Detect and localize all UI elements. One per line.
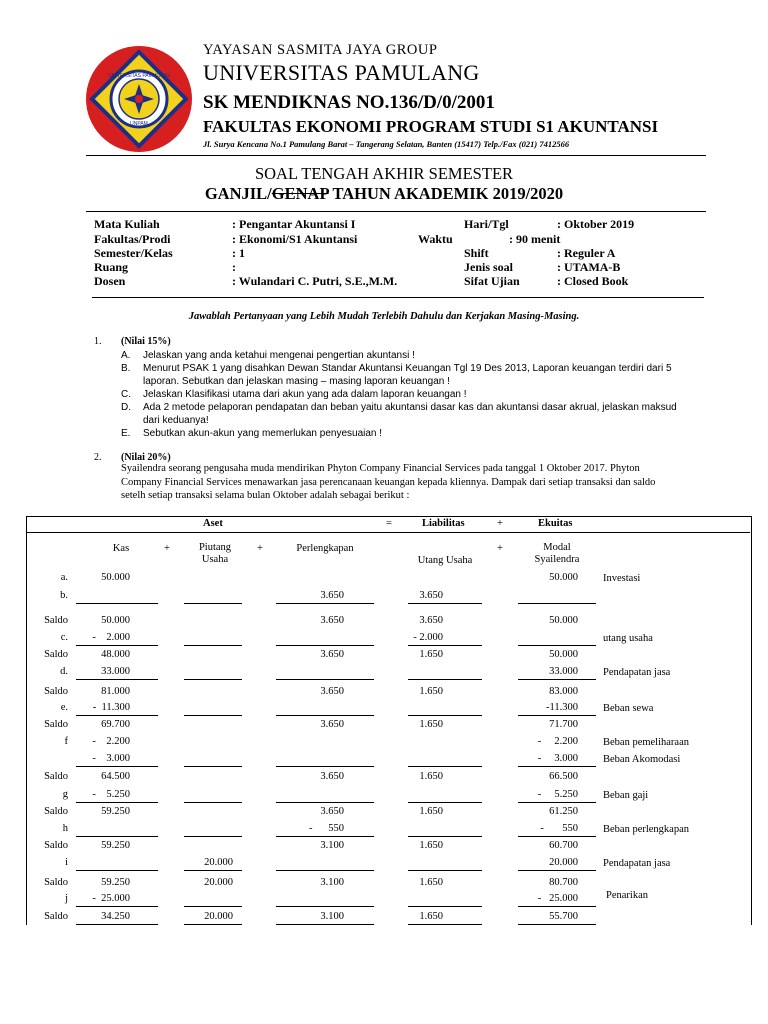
q1-item-text: Jelaskan yang anda ketahui mengenai pengertian akuntansi ! [143,350,415,361]
cell-underline [184,715,242,716]
jenis-value: : UTAMA-B [557,260,621,274]
title-genap-struck: GENAP [271,184,329,203]
cell-underline [76,715,158,716]
cell-underline [276,645,374,646]
col-modal-2: Syailendra [534,554,580,565]
cell-modal: 66.500 [549,771,578,782]
cell-underline [184,679,242,680]
cell-kas: - 2.200 [92,736,130,747]
exam-subtitle [0,184,768,204]
logo-text: UNIVERSITAS PAMULANG [107,73,171,79]
sk-number: SK MENDIKNAS NO.136/D/0/2001 [203,92,495,113]
cell-underline [408,924,482,925]
cell-underline [518,603,596,604]
row-label: Saldo [44,806,68,817]
waktu-label: Waktu [418,232,453,246]
cell-underline [184,766,242,767]
info-divider [92,297,704,298]
faculty-name: FAKULTAS EKONOMI PROGRAM STUDI S1 AKUNTANSI [203,117,659,136]
cell-underline [518,836,596,837]
cell-modal: 20.000 [549,857,578,868]
row-label: Saldo [44,719,68,730]
cell-underline [518,870,596,871]
row-label: Saldo [44,686,68,697]
cell-underline [408,906,482,907]
cell-utang: 1.650 [419,806,443,817]
q1-item-letter: E. [121,428,131,439]
aset-header: Aset [203,518,223,529]
cell-kas: 50.000 [101,615,130,626]
semester-label: Semester/Kelas [94,246,173,260]
cell-underline [518,679,596,680]
cell-utang: 1.650 [419,686,443,697]
row-description: Beban gaji [603,790,649,801]
cell-kas: - 5.250 [92,789,130,800]
row-label: b. [60,590,68,601]
cell-utang: 1.650 [419,771,443,782]
foundation-name: YAYASAN SASMITA JAYA GROUP [203,42,438,58]
address: Jl. Surya Kencana No.1 Pamulang Barat – Tangerang Selatan, Banten (15417) Telp./Fax (021) 7412566 [203,139,570,149]
cell-underline [76,870,158,871]
cell-modal: 83.000 [549,686,578,697]
cell-modal: 71.700 [549,719,578,730]
cell-perl: 3.100 [320,877,344,888]
cell-utang: 1.650 [419,649,443,660]
cell-kas: 69.700 [101,719,130,730]
equals-sign: = [386,518,392,529]
cell-underline [408,603,482,604]
cell-modal: 55.700 [549,911,578,922]
plus-sign-header: + [497,518,503,529]
row-description: Penarikan [606,890,648,901]
q1-item-letter: A. [121,350,131,361]
q1-item-text: Sebutkan akun-akun yang memerlukan penyesuaian ! [143,428,383,439]
row-label: c. [60,632,68,643]
row-description: utang usaha [603,633,653,644]
header-divider [86,155,706,156]
cell-underline [518,766,596,767]
cell-perl: 3.650 [320,649,344,660]
cell-underline [276,766,374,767]
cell-underline [518,715,596,716]
cell-utang: 3.650 [419,590,443,601]
row-label: Saldo [44,911,68,922]
row-label: Saldo [44,649,68,660]
cell-modal: 50.000 [549,615,578,626]
title-ganjil: GANJIL/ [204,184,272,203]
cell-underline [276,679,374,680]
cell-kas: 59.250 [101,806,130,817]
liabilitas-header: Liabilitas [422,518,465,529]
cell-modal: - 2.200 [537,736,578,747]
cell-underline [408,836,482,837]
ekuitas-header: Ekuitas [538,518,573,529]
cell-piutang: 20.000 [204,911,233,922]
cell-underline [518,924,596,925]
row-label: Saldo [44,615,68,626]
cell-underline [76,603,158,604]
cell-piutang: 20.000 [204,877,233,888]
cell-underline [76,766,158,767]
q1-item-text-cont: dari keduanya! [143,415,209,426]
cell-underline [76,924,158,925]
cell-perl: 3.650 [320,686,344,697]
exam-title: SOAL TENGAH AKHIR SEMESTER [254,164,514,183]
cell-modal: -11.300 [546,702,578,713]
cell-underline [518,802,596,803]
semester-value: : 1 [232,246,245,260]
cell-kas: - 3.000 [92,753,130,764]
logo-bottom-text: UNPAM [130,121,148,127]
col-perlengkapan: Perlengkapan [296,543,354,554]
hari-value: : Oktober 2019 [557,217,635,231]
q1-item-text: Jelaskan Klasifikasi utama dari akun yang ada dalam laporan keuangan ! [143,389,467,400]
sifat-value: : Closed Book [557,274,629,288]
cell-kas: 59.250 [101,877,130,888]
cell-underline [184,603,242,604]
cell-modal: 80.700 [549,877,578,888]
q1-item-text: Menurut PSAK 1 yang disahkan Dewan Standar Akuntansi Keuangan Tgl 19 Des 2013, Laporan keuangan terdiri dari 5 [143,363,672,374]
cell-underline [408,802,482,803]
hari-label: Hari/Tgl [464,217,509,231]
title-divider [86,211,706,212]
cell-utang: - 2.000 [413,632,443,643]
dosen-label: Dosen [94,274,126,288]
row-description: Beban pemeliharaan [603,737,689,748]
cell-underline [184,645,242,646]
plus-a: + [164,543,170,554]
col-piutang-1: Piutang [198,542,232,553]
cell-kas: 64.500 [101,771,130,782]
mata-kuliah-label: Mata Kuliah [94,217,160,231]
row-description: Beban sewa [603,703,654,714]
university-logo [84,44,194,154]
q2-score: (Nilai 20%) [121,452,171,463]
cell-perl: 3.100 [320,911,344,922]
header-rule [26,532,750,533]
cell-modal: 50.000 [549,572,578,583]
col-modal-1: Modal [543,542,571,553]
cell-perl: 3.650 [320,615,344,626]
cell-underline [276,715,374,716]
row-label: g [62,789,68,800]
university-name: UNIVERSITAS PAMULANG [203,60,480,85]
q1-item-text: Ada 2 metode pelaporan pendapatan dan beban yaitu akuntansi dasar kas dan akuntansi dasar akrual, jelaskan maksud [143,402,677,413]
cell-modal: 61.250 [549,806,578,817]
row-description: Investasi [603,573,641,584]
cell-underline [408,645,482,646]
row-label: a. [60,572,68,583]
cell-kas: - 11.300 [92,702,130,713]
title-year: TAHUN AKADEMIK 2019/2020 [328,184,564,203]
cell-perl: 3.650 [320,771,344,782]
cell-underline [276,924,374,925]
cell-perl: 3.650 [320,806,344,817]
cell-underline [184,906,242,907]
jenis-label: Jenis soal [464,260,514,274]
row-label: h [62,823,68,834]
cell-underline [408,715,482,716]
row-label: f [64,736,68,747]
cell-modal: 33.000 [549,666,578,677]
cell-modal: - 550 [540,823,578,834]
cell-underline [276,802,374,803]
cell-modal: 60.700 [549,840,578,851]
shift-label: Shift [464,246,489,260]
cell-underline [184,870,242,871]
row-label: d. [60,666,68,677]
cell-underline [276,836,374,837]
cell-utang: 1.650 [419,719,443,730]
cell-underline [518,906,596,907]
cell-underline [76,802,158,803]
ruang-label: Ruang [94,260,129,274]
cell-underline [518,645,596,646]
dosen-value: : Wulandari C. Putri, S.E.,M.M. [232,274,398,288]
cell-kas: - 25.000 [92,893,130,904]
cell-underline [76,836,158,837]
q1-item-letter: D. [121,402,131,413]
cell-kas: 48.000 [101,649,130,660]
ruang-value: : [232,260,236,274]
cell-kas: 59.250 [101,840,130,851]
cell-perl: 3.650 [320,719,344,730]
row-label: e. [60,702,68,713]
q2-paragraph: Syailendra seorang pengusaha muda mendirikan Phyton Company Financial Services pada tanggal 1 Oktober 2017. Phyton Company Financial Services menawarkan jasa perencanaan keuangan kepada kliennya. Dampak dari setiap transaksi dan saldo setelh setiap transaksi selama bulan Oktober adalah sebagai berikut : [121,463,656,501]
instruction: Jawablah Pertanyaan yang Lebih Mudah Terlebih Dahulu dan Kerjakan Masing-Masing. [188,311,580,322]
cell-piutang: 20.000 [204,857,233,868]
q1-score: (Nilai 15%) [121,336,171,347]
cell-underline [276,603,374,604]
cell-underline [76,679,158,680]
cell-perl: - 550 [309,823,344,834]
cell-perl: 3.100 [320,840,344,851]
cell-modal: - 25.000 [537,893,578,904]
cell-underline [76,645,158,646]
row-label: i [65,857,68,868]
cell-perl: 3.650 [320,590,344,601]
row-label: Saldo [44,840,68,851]
cell-kas: - 2.000 [92,632,130,643]
fakultas-value: : Ekonomi/S1 Akuntansi [232,232,358,246]
row-label: j [65,893,68,904]
sifat-label: Sifat Ujian [464,274,520,288]
cell-underline [408,870,482,871]
cell-utang: 3.650 [419,615,443,626]
cell-kas: 34.250 [101,911,130,922]
q1-item-letter: C. [121,389,131,400]
row-label: Saldo [44,771,68,782]
q2-number: 2. [94,452,102,463]
col-kas: Kas [112,543,130,554]
cell-underline [76,906,158,907]
q1-item-letter: B. [121,363,131,374]
cell-underline [184,836,242,837]
cell-utang: 1.650 [419,840,443,851]
cell-kas: 81.000 [101,686,130,697]
q1-number: 1. [94,336,102,347]
cell-underline [408,679,482,680]
row-description: Beban Akomodasi [603,754,681,765]
cell-modal: 50.000 [549,649,578,660]
cell-modal: - 3.000 [537,753,578,764]
cell-underline [184,802,242,803]
q1-item-text-cont: laporan. Sebutkan dan jelaskan masing – masing laporan keuangan ! [143,376,450,387]
waktu-value: : 90 menit [509,232,561,246]
cell-utang: 1.650 [419,877,443,888]
col-piutang-2: Usaha [201,554,229,565]
cell-utang: 1.650 [419,911,443,922]
cell-kas: 33.000 [101,666,130,677]
plus-b: + [257,543,263,554]
cell-underline [276,906,374,907]
cell-modal: - 5.250 [537,789,578,800]
col-utang: Utang Usaha [417,555,473,566]
fakultas-label: Fakultas/Prodi [94,232,171,246]
cell-underline [276,870,374,871]
row-description: Pendapatan jasa [603,667,671,678]
plus-c: + [497,543,503,554]
shift-value: : Reguler A [557,246,616,260]
cell-underline [184,924,242,925]
row-label: Saldo [44,877,68,888]
cell-kas: 50.000 [101,572,130,583]
cell-underline [408,766,482,767]
row-description: Beban perlengkapan [603,824,690,835]
row-description: Pendapatan jasa [603,858,671,869]
mata-kuliah-value: : Pengantar Akuntansi I [232,217,356,231]
